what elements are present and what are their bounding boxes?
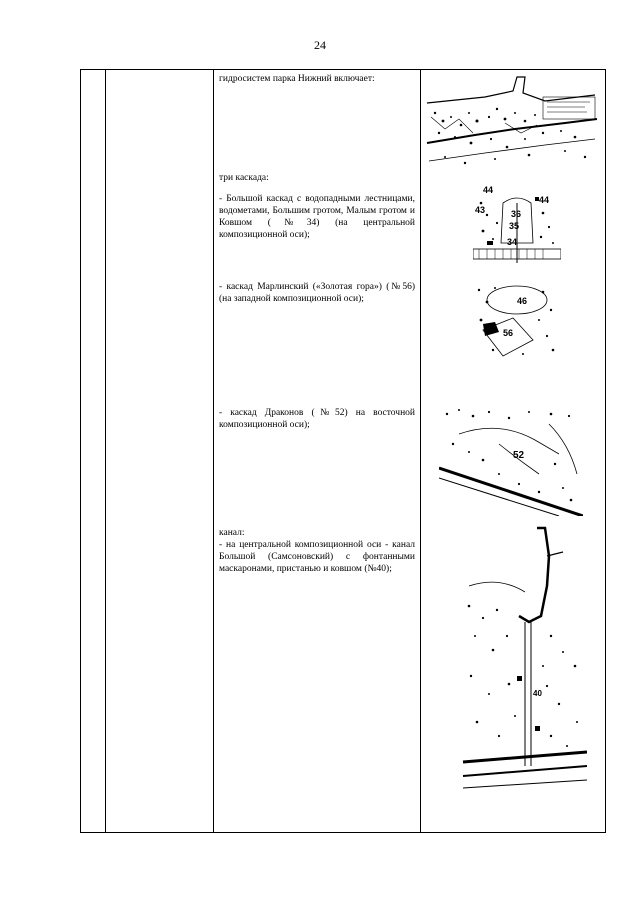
map-lower-park-overview <box>425 73 600 173</box>
map-label: 43 <box>475 205 486 215</box>
map-grand-cascade <box>473 183 561 268</box>
text-canal-heading: канал: <box>219 528 245 538</box>
text-big-cascade: - Большой каскад с водопадными лестницами, водометами, Большим гротом, Малым гротом и Ковшом (№34) (на центральной композиционной оси); <box>219 194 415 240</box>
map-label: 52 <box>513 450 525 461</box>
text-intro: гидросистем парка Нижний включает: <box>219 74 375 84</box>
page-number: 24 <box>314 38 326 52</box>
map-label: 36 <box>511 209 522 219</box>
column-divider <box>213 70 214 832</box>
text-dragon-cascade: - каскад Драконов (№52) на восточной композиционной оси); <box>219 408 415 430</box>
text-marly-cascade: - каскад Марлинский («Золотая гора») (№56) (на западной композиционной оси); <box>219 282 415 304</box>
map-label: 40 <box>533 689 542 698</box>
text-three-cascades: три каскада: <box>219 173 269 183</box>
column-divider <box>105 70 106 832</box>
column-divider <box>420 70 421 832</box>
document-table <box>80 69 606 833</box>
map-label: 34 <box>507 237 518 247</box>
map-label: 56 <box>503 328 514 338</box>
map-label: 44 <box>483 185 494 195</box>
map-grand-canal <box>459 526 587 794</box>
text-samson-canal: - на центральной композиционной оси - канал Большой (Самсоновский) с фонтанными маскаронами, пристанью и ковшом (№40); <box>219 540 415 574</box>
map-label: 44 <box>539 195 550 205</box>
map-marly-cascade <box>473 280 561 364</box>
map-label: 35 <box>509 221 520 231</box>
map-label: 46 <box>517 296 528 306</box>
map-dragon-cascade <box>439 404 583 516</box>
